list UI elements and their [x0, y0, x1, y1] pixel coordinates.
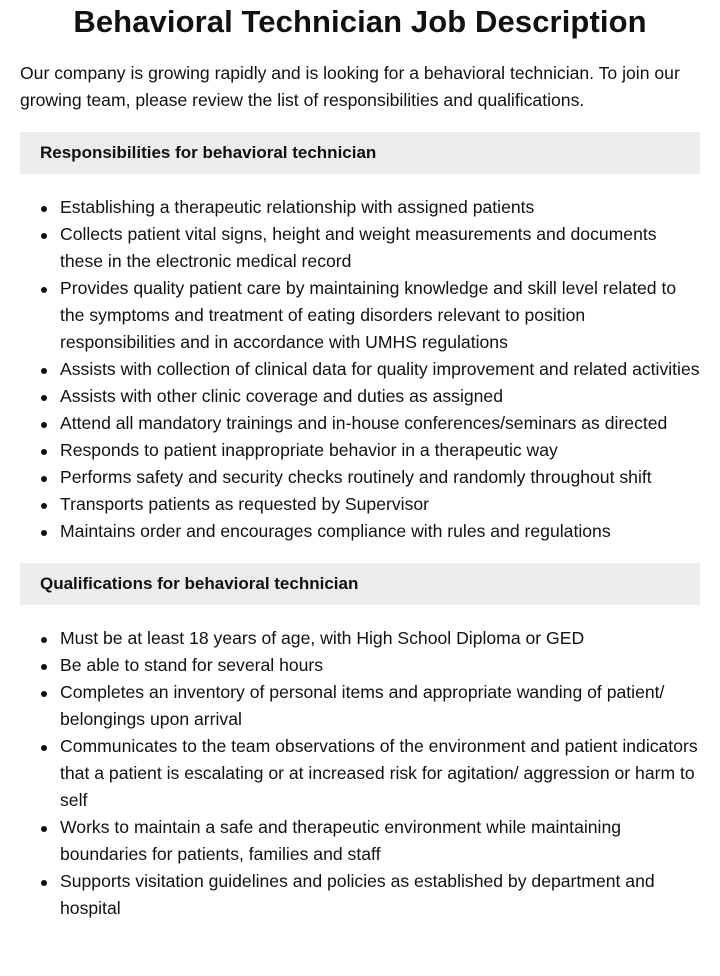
page-title: Behavioral Technician Job Description [73, 4, 647, 39]
list-item [20, 625, 700, 652]
qualifications-list [20, 625, 700, 922]
list-item-text: Performs safety and security checks routinely and randomly throughout shift [60, 467, 652, 487]
list-item [20, 679, 700, 733]
list-item-text: Transports patients as requested by Supervisor [60, 494, 430, 514]
intro-paragraph: Our company is growing rapidly and is looking for a behavioral technician. To join our growing team, please review the list of responsibilities and qualifications. [20, 63, 680, 110]
bullet-icon [41, 287, 47, 293]
qualifications-heading: Qualifications for behavioral technician [20, 563, 700, 605]
bullet-icon [41, 449, 47, 455]
list-item [20, 868, 700, 922]
list-item-text: Must be at least 18 years of age, with High School Diploma or GED [60, 628, 585, 648]
list-item-text: Attend all mandatory trainings and in-house conferences/seminars as directed [60, 413, 668, 433]
bullet-icon [41, 880, 47, 886]
list-item [20, 194, 700, 221]
list-item-text: Supports visitation guidelines and policies as established by department and hospital [60, 871, 655, 918]
bullet-icon [41, 233, 47, 239]
list-item-text: Assists with other clinic coverage and duties as assigned [60, 386, 504, 406]
list-item-text: Maintains order and encourages compliance with rules and regulations [60, 521, 611, 541]
list-item [20, 464, 700, 491]
responsibilities-heading: Responsibilities for behavioral technician [20, 132, 700, 174]
list-item-text: Completes an inventory of personal items and appropriate wanding of patient/ belongings upon arrival [60, 682, 665, 729]
list-item-text: Assists with collection of clinical data for quality improvement and related activities [60, 359, 700, 379]
bullet-icon [41, 826, 47, 832]
list-item [20, 410, 700, 437]
bullet-icon [41, 422, 47, 428]
list-item-text: Communicates to the team observations of the environment and patient indicators that a patient is escalating or at increased risk for agitation/ aggression or harm to self [60, 736, 698, 810]
bullet-icon [41, 206, 47, 212]
list-item [20, 491, 700, 518]
bullet-icon [41, 664, 47, 670]
list-item [20, 383, 700, 410]
bullet-icon [41, 476, 47, 482]
list-item-text: Works to maintain a safe and therapeutic environment while maintaining boundaries for patients, families and staff [60, 817, 622, 864]
bullet-icon [41, 691, 47, 697]
list-item-text: Responds to patient inappropriate behavior in a therapeutic way [60, 440, 558, 460]
bullet-icon [41, 503, 47, 509]
list-item [20, 733, 700, 814]
bullet-icon [41, 368, 47, 374]
bullet-icon [41, 745, 47, 751]
bullet-icon [41, 395, 47, 401]
list-item [20, 814, 700, 868]
list-item [20, 437, 700, 464]
list-item [20, 356, 700, 383]
list-item-text: Collects patient vital signs, height and weight measurements and documents these in the electronic medical record [60, 224, 657, 271]
bullet-icon [41, 637, 47, 643]
list-item-text: Establishing a therapeutic relationship with assigned patients [60, 197, 535, 217]
list-item-text: Provides quality patient care by maintaining knowledge and skill level related to the symptoms and treatment of eating disorders relevant to position responsibilities and in accordance with UMHS regulations [60, 278, 677, 352]
list-item [20, 275, 700, 356]
list-item [20, 652, 700, 679]
list-item [20, 221, 700, 275]
list-item-text: Be able to stand for several hours [60, 655, 324, 675]
bullet-icon [41, 530, 47, 536]
list-item [20, 518, 700, 545]
responsibilities-list [20, 194, 700, 545]
